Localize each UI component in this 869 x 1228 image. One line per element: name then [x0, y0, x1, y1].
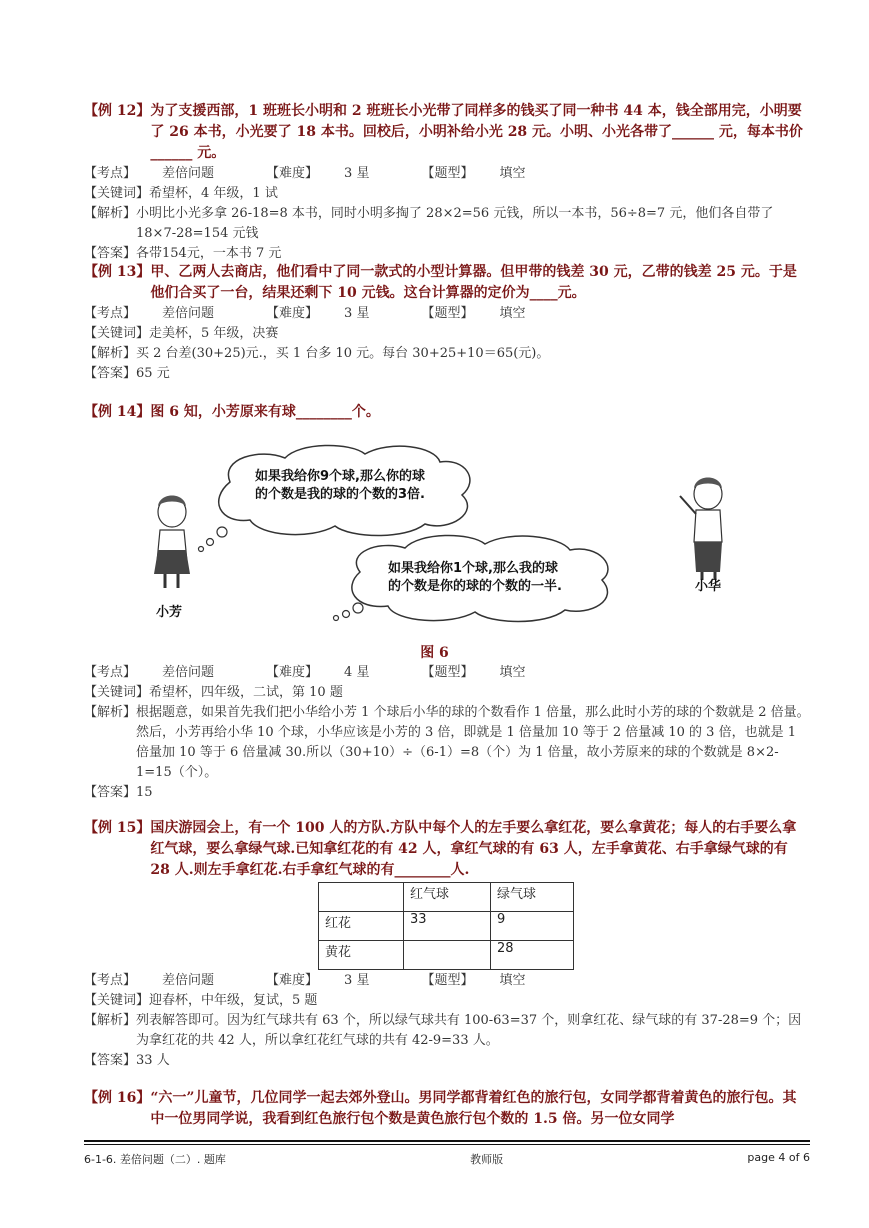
tixing-value: 填空 [499, 166, 526, 181]
meta-row [84, 304, 810, 324]
example-tag: 【例 16】 [84, 1090, 151, 1106]
page-number: page 4 of 6 [747, 1151, 810, 1164]
example-13 [84, 262, 810, 384]
analysis-text: 根据题意，如果首先我们把小华给小芳 1 个球后小华的球的个数看作 1 倍量，那么此时小芳的球的个数就是 2 倍量。然后，小芳再给小华 10 个球，小华应该是小芳的 3 倍，即就是 1 倍量加 10 等于 2 倍量减 10 的 3 倍，也就是 1 倍量加 10 等于 6 倍量减 30.所以（30+10）÷（6-1）=8（个）为 1 倍量，故小芳原来的球的个数就是 8×2-1=15（个）。 [136, 705, 810, 780]
example-14-info [84, 663, 810, 803]
kaodian-value: 差倍问题 [162, 306, 215, 321]
tixing-value: 填空 [499, 973, 526, 988]
flower-balloon-table [318, 882, 574, 970]
nandu-value: 4 星 [344, 665, 370, 680]
figure-6-illustration [150, 440, 750, 635]
answer-tag: 【答案】 [84, 1053, 137, 1068]
keywords-value: 希望杯，四年级，二试，第 10 题 [149, 685, 343, 700]
nandu-tag: 【难度】 [266, 973, 319, 988]
nandu-tag: 【难度】 [266, 306, 319, 321]
example-12 [84, 101, 810, 264]
nandu-value: 3 星 [344, 973, 370, 988]
footer-title: 6-1-6. 差倍问题（二）. 题库 [84, 1153, 226, 1166]
table-row [319, 883, 574, 912]
tixing-tag: 【题型】 [421, 306, 474, 321]
thought-bubble-1 [199, 445, 470, 551]
answer-tag: 【答案】 [84, 785, 137, 800]
analysis-tag: 【解析】 [84, 206, 137, 221]
tixing-value: 填空 [499, 665, 526, 680]
row-header: 黄花 [319, 941, 404, 970]
answer-text: 65 元 [136, 366, 170, 381]
bubble-1-line-1: 如果我给你9个球,那么你的球 [255, 469, 425, 484]
keywords-value: 迎春杯，中年级，复试，5 题 [149, 993, 318, 1008]
example-tag: 【例 14】 [84, 404, 151, 420]
tixing-tag: 【题型】 [421, 665, 474, 680]
girl-figure [154, 496, 190, 621]
question-text: 图 6 知，小芳原来有球________个。 [150, 404, 380, 420]
meta-row [84, 663, 810, 683]
table-row [319, 941, 574, 970]
thought-bubble-2 [334, 535, 608, 621]
kaodian-tag: 【考点】 [84, 166, 137, 181]
example-15 [84, 818, 810, 881]
example-15-info [84, 971, 810, 1071]
nandu-tag: 【难度】 [266, 665, 319, 680]
table-header: 绿气球 [491, 883, 574, 912]
bubble-2-line-2: 的个数是你的球的个数的一半. [388, 579, 562, 594]
footer-rule [84, 1144, 810, 1145]
question-text: “六一”儿童节，几位同学一起去郊外登山。男同学都背着红色的旅行包，女同学都背着黄色的旅行包。其中一位男同学说，我看到红色旅行包个数是黄色旅行包个数的 1.5 倍。另一位女同学 [150, 1090, 797, 1127]
nandu-tag: 【难度】 [266, 166, 319, 181]
boy-figure [680, 478, 722, 595]
analysis-text: 小明比小光多拿 26-18=8 本书，同时小明多掏了 28×2=56 元钱，所以一本书，56÷8=7 元，他们各自带了 18×7-28=154 元钱 [136, 206, 774, 241]
bubble-1-line-2: 的个数是我的球的个数的3倍. [255, 487, 425, 502]
question-text: 为了支援西部，1 班班长小明和 2 班班长小光带了同样多的钱买了同一种书 44 本，钱全部用完，小明要了 26 本书，小光要了 18 本书。回校后，小明补给小光 28 元。小明、小光各带了______ 元，每本书价______ 元。 [150, 103, 803, 161]
figure-caption: 图 6 [420, 645, 449, 661]
answer-text: 33 人 [136, 1053, 170, 1068]
footer-rule [84, 1140, 810, 1142]
meta-row [84, 164, 810, 184]
table-row [319, 912, 574, 941]
table-cell: 9 [491, 912, 574, 941]
question-text: 甲、乙两人去商店，他们看中了同一款式的小型计算器。但甲带的钱差 30 元，乙带的钱差 25 元。于是他们合买了一台，结果还剩下 10 元钱。这台计算器的定价为____元。 [150, 264, 797, 301]
analysis-tag: 【解析】 [84, 705, 137, 720]
footer-edition: 教师版 [470, 1153, 504, 1166]
keywords-value: 希望杯，4 年级，1 试 [149, 186, 278, 201]
answer-tag: 【答案】 [84, 366, 137, 381]
table-cell: 33 [404, 912, 491, 941]
keywords-tag: 【关键词】 [84, 186, 150, 201]
example-tag: 【例 12】 [84, 103, 151, 119]
example-tag: 【例 13】 [84, 264, 151, 280]
meta-row [84, 971, 810, 991]
example-14 [84, 402, 810, 423]
kaodian-value: 差倍问题 [162, 973, 215, 988]
analysis-tag: 【解析】 [84, 346, 137, 361]
table-header: 红气球 [404, 883, 491, 912]
bubble-2-line-1: 如果我给你1个球,那么我的球 [388, 561, 558, 576]
page-footer [84, 1140, 810, 1167]
analysis-tag: 【解析】 [84, 1013, 137, 1028]
answer-text: 各带154元，一本书 7 元 [136, 246, 282, 261]
table-cell [319, 883, 404, 912]
row-header: 红花 [319, 912, 404, 941]
tixing-tag: 【题型】 [421, 973, 474, 988]
table-cell [404, 941, 491, 970]
kaodian-tag: 【考点】 [84, 306, 137, 321]
answer-text: 15 [136, 785, 153, 800]
keywords-tag: 【关键词】 [84, 685, 150, 700]
kaodian-value: 差倍问题 [162, 665, 215, 680]
example-16 [84, 1088, 810, 1130]
kaodian-value: 差倍问题 [162, 166, 215, 181]
question-text: 国庆游园会上，有一个 100 人的方队.方队中每个人的左手要么拿红花，要么拿黄花；每人的右手要么拿红气球，要么拿绿气球.已知拿红花的有 42 人，拿红气球的有 63 人，左手拿黄花、右手拿绿气球的有 28 人.则左手拿红花.右手拿红气球的有________人. [150, 820, 797, 878]
keywords-value: 走美杯，5 年级，决赛 [149, 326, 279, 341]
tixing-value: 填空 [499, 306, 526, 321]
keywords-tag: 【关键词】 [84, 326, 150, 341]
kaodian-tag: 【考点】 [84, 973, 137, 988]
nandu-value: 3 星 [344, 306, 370, 321]
nandu-value: 3 星 [344, 166, 370, 181]
kaodian-tag: 【考点】 [84, 665, 137, 680]
keywords-tag: 【关键词】 [84, 993, 150, 1008]
analysis-text: 列表解答即可。因为红气球共有 63 个，所以绿气球共有 100-63=37 个，则拿红花、绿气球的有 37-28=9 个；因为拿红花的共 42 人，所以拿红花红气球的共有 42-9=33 人。 [136, 1013, 802, 1048]
analysis-text: 买 2 台差(30+25)元.，买 1 台多 10 元。每台 30+25+10＝65(元)。 [136, 346, 550, 361]
girl-name-label: 小芳 [156, 605, 183, 620]
table-cell: 28 [491, 941, 574, 970]
boy-name-label: 小华 [695, 579, 722, 594]
tixing-tag: 【题型】 [421, 166, 474, 181]
answer-tag: 【答案】 [84, 246, 137, 261]
example-tag: 【例 15】 [84, 820, 151, 836]
